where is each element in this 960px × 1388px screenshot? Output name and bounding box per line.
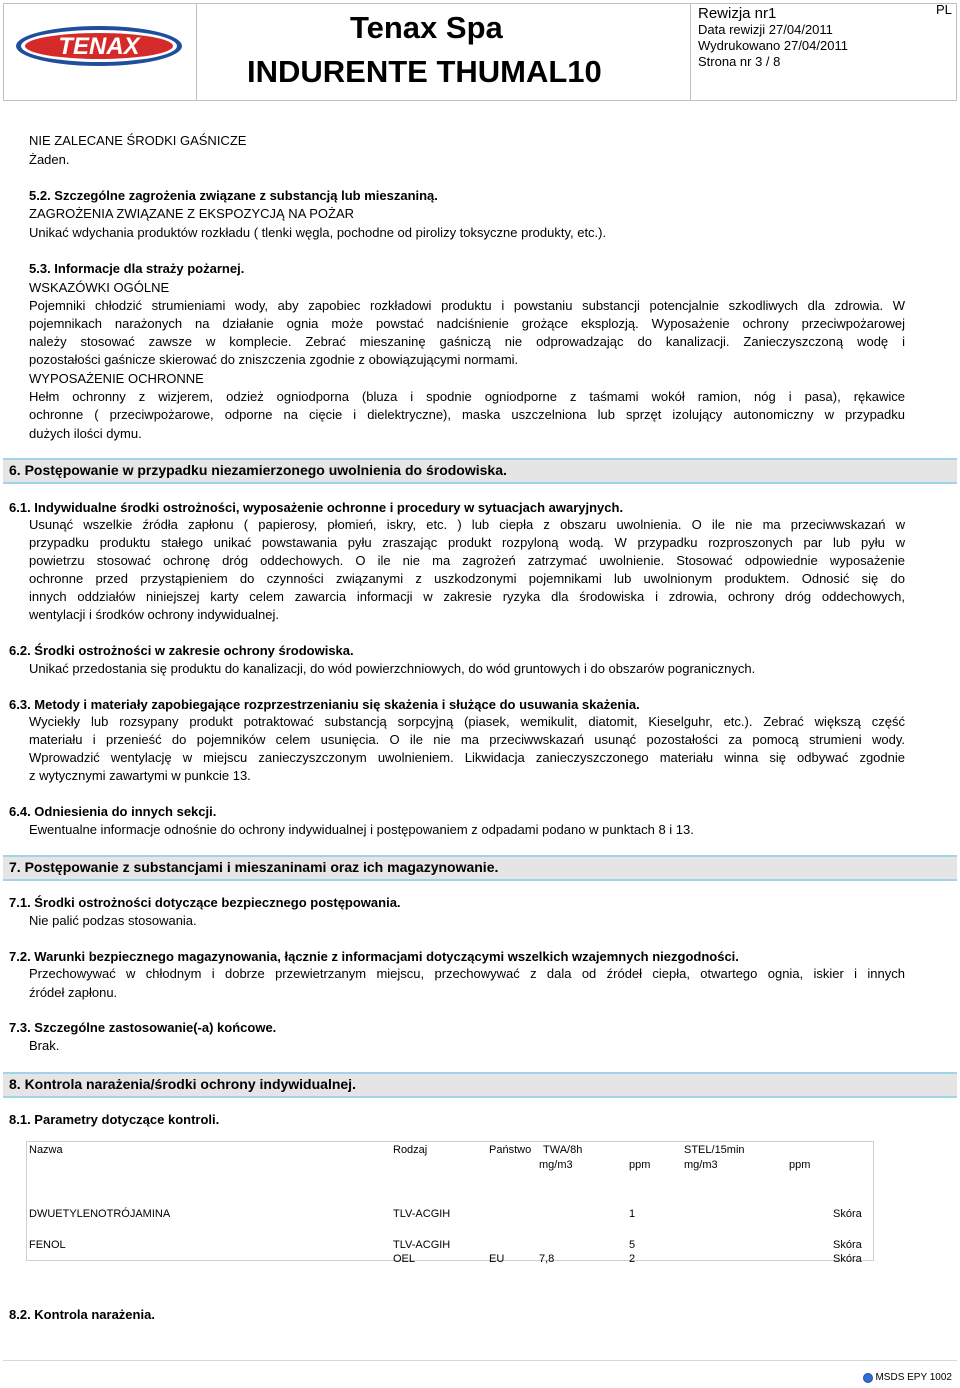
- paragraph-line: Brak.: [29, 1038, 60, 1053]
- table-cell: DWUETYLENOTRÓJAMINA: [29, 1208, 171, 1220]
- section-8-title: 8. Kontrola narażenia/środki ochrony indywidualnej.: [9, 1076, 356, 1092]
- language-code: PL: [936, 2, 952, 17]
- paragraph-line: innych oddziałów niniejszej karty celem zawarcia informacji w zakresie ryzyka dla środowiska i zdrowia, ochrony dróg oddechowych,: [29, 589, 905, 604]
- section-7-1-title: 7.1. Środki ostrożności dotyczące bezpiecznego postępowania.: [9, 895, 401, 910]
- section-8-2-title: 8.2. Kontrola narażenia.: [9, 1307, 155, 1322]
- section-5-3-title: 5.3. Informacje dla straży pożarnej.: [29, 261, 245, 276]
- section-6-3-title: 6.3. Metody i materiały zapobiegające rozprzestrzenianiu się skażenia i służące do usuwania skażenia.: [9, 697, 640, 712]
- paragraph-line: pozostałości gaśnicze skierować do zniszczenia zgodnie z obowiązującymi normami.: [29, 352, 519, 367]
- paragraph-line: Ewentualne informacje odnośnie do ochrony indywidualnej i postępowaniem z odpadami podano w punktach 8 i 13.: [29, 822, 694, 837]
- paragraph-line: źródeł zapłonu.: [29, 985, 118, 1000]
- revision-number: Rewizja nr1: [698, 5, 777, 22]
- paragraph-line: przypadku produktu stałego unikać powstawania pyłu zraszając produkt rozpyloną wodą. W przypadku rozproszonych par lub pyłu w: [29, 535, 905, 550]
- protective-equipment-heading: WYPOSAŻENIE OCHRONNE: [29, 371, 204, 386]
- table-cell: Skóra: [833, 1253, 862, 1265]
- paragraph-line: materiału i przenieść do pojemników celem usunięcia. O ile nie ma przeciwwskazań usunąć pozostałości za pomocą strumieni wody.: [29, 732, 905, 747]
- page-number: Strona nr 3 / 8: [698, 54, 781, 69]
- table-cell: FENOL: [29, 1239, 66, 1251]
- hazard-text: Unikać wdychania produktów rozkładu ( tlenki węgla, pochodne od pirolizy toksyczne produkty, etc.).: [29, 225, 607, 240]
- extinguisher-heading: NIE ZALECANE ŚRODKI GAŚNICZE: [29, 133, 247, 148]
- paragraph-line: dużych ilości dymu.: [29, 426, 142, 441]
- table-header-unit: mg/m3: [684, 1159, 718, 1171]
- paragraph-line: Wprowadzić wentylację w miejscu zanieczyszczonym uwolnieniem. Likwidacja zanieczyszczonego materiału winna się odbywać zgodnie: [29, 750, 905, 765]
- table-cell: Skóra: [833, 1239, 862, 1251]
- table-cell: EU: [489, 1253, 505, 1265]
- table-header-unit: ppm: [789, 1159, 811, 1171]
- paragraph-line: ochronne przed przystąpieniem do czynności związanymi z uszkodzonymi pojemnikami lub uwolnionym produktem. Odnosić się do: [29, 571, 905, 586]
- header-divider: [690, 4, 691, 100]
- header-divider: [196, 4, 197, 100]
- paragraph-line: Przechowywać w chłodnym i dobrze przewietrzanym miejscu, przechowywać z dala od źródeł ciepła, otwartego ognia, iskier i innych: [29, 966, 905, 981]
- table-header-unit: mg/m3: [539, 1159, 573, 1171]
- footer-frame: [3, 1360, 957, 1387]
- table-cell: 7,8: [539, 1253, 555, 1265]
- revision-date: Data rewizji 27/04/2011: [698, 22, 833, 37]
- general-guidance-heading: WSKAZÓWKI OGÓLNE: [29, 280, 170, 295]
- table-cell: TLV-ACGIH: [393, 1208, 451, 1220]
- paragraph-line: Unikać przedostania się produktu do kanalizacji, do wód powierzchniowych, do wód gruntowych i do obszarów pogranicznych.: [29, 661, 756, 676]
- paragraph-line: powietrzu stosować ochronę dróg oddechowych. O ile nie ma zagrożeń zatrzymać uwolnienie. Stosować odpowiednie wyposażenie: [29, 553, 905, 568]
- table-header-twa: TWA/8h: [543, 1144, 583, 1156]
- table-header-country: Państwo: [489, 1144, 532, 1156]
- table-cell: OEL: [393, 1253, 416, 1265]
- section-6-4-title: 6.4. Odniesienia do innych sekcji.: [9, 804, 217, 819]
- paragraph-line: Nie palić podzas stosowania.: [29, 913, 197, 928]
- hazard-heading: ZAGROŻENIA ZWIĄZANE Z EKSPOZYCJĄ NA POŻAR: [29, 206, 355, 221]
- footer: [863, 1372, 952, 1383]
- table-cell: 2: [629, 1253, 636, 1265]
- table-cell: TLV-ACGIH: [393, 1239, 451, 1251]
- msds-logo-icon: [863, 1373, 873, 1383]
- section-7-title: 7. Postępowanie z substancjami i mieszaninami oraz ich magazynowanie.: [9, 859, 499, 875]
- paragraph-line: Pojemniki chłodzić strumieniami wody, aby zapobiec rozkładowi produktu i powstaniu substancji potencjalnie szkodliwych dla zdrowia. W: [29, 298, 905, 313]
- section-6-1-title: 6.1. Indywidualne środki ostrożności, wyposażenie ochronne i procedury w sytuacjach awaryjnych.: [9, 500, 624, 515]
- tenax-logo: [14, 24, 184, 68]
- logo-text: TENAX: [58, 33, 140, 60]
- footer-label: MSDS EPY 1002: [875, 1372, 952, 1383]
- section-6-2-title: 6.2. Środki ostrożności w zakresie ochrony środowiska.: [9, 643, 354, 658]
- paragraph-line: Usunąć wszelkie źródła zapłonu ( papierosy, płomień, iskry, etc. ) lub ciepła z obszaru uwolnienia. O ile nie ma przeciwwskazań w: [29, 517, 905, 532]
- table-header-type: Rodzaj: [393, 1144, 428, 1156]
- company-name: Tenax Spa: [350, 10, 503, 45]
- revision-info: [698, 6, 848, 70]
- paragraph-line: należy stosować zawsze w komplecie. Zebrać mieszaninę gaśniczą nie odprowadzając do kanalizacji. Zanieczyszczoną wodę i: [29, 334, 905, 349]
- section-8-1-title: 8.1. Parametry dotyczące kontroli.: [9, 1112, 220, 1127]
- paragraph-line: wentylacji i środków ochrony indywidualnej.: [29, 607, 280, 622]
- section-5-2-title: 5.2. Szczególne zagrożenia związane z substancją lub mieszaniną.: [29, 188, 438, 203]
- paragraph-line: z wytycznymi zawartymi w punkcie 13.: [29, 768, 251, 783]
- paragraph-line: Wyciekły lub rozsypany produkt potraktować substancją sorpcyjną (piasek, wemikulit, diatomit, Kieselguhr, etc.). Zebrać większą część: [29, 714, 905, 729]
- section-7-2-title: 7.2. Warunki bezpiecznego magazynowania, łącznie z informacjami dotyczącymi wszelkich wzajemnych niezgodności.: [9, 949, 739, 964]
- extinguisher-text: Żaden.: [29, 152, 70, 167]
- print-date: Wydrukowano 27/04/2011: [698, 38, 848, 53]
- table-header-name: Nazwa: [29, 1144, 63, 1156]
- section-6-title: 6. Postępowanie w przypadku niezamierzonego uwolnienia do środowiska.: [9, 462, 507, 478]
- paragraph-line: Hełm ochronny z wizjerem, odzież ogniodporna (bluza i spodnie ogniodporne z taśmami wokół ramion, nóg i pasa), rękawice: [29, 389, 905, 404]
- table-cell: 1: [629, 1208, 636, 1220]
- table-header-unit: ppm: [629, 1159, 651, 1171]
- paragraph-line: ochronne ( przeciwpożarowe, odporne na cięcie i dielektryczne), maska uszczelniona lub sprzęt izolujący autonomiczny w przypadku: [29, 407, 905, 422]
- paragraph-line: pojemnikach narażonych na działanie ognia może powstać nadciśnienie grożące eksplozją. Wyposażenie ochrony przeciwpożarowej: [29, 316, 905, 331]
- section-7-3-title: 7.3. Szczególne zastosowanie(-a) końcowe.: [9, 1020, 277, 1035]
- table-header-stel: STEL/15min: [684, 1144, 745, 1156]
- table-cell: Skóra: [833, 1208, 862, 1220]
- product-name: INDURENTE THUMAL10: [247, 54, 602, 89]
- table-cell: 5: [629, 1239, 636, 1251]
